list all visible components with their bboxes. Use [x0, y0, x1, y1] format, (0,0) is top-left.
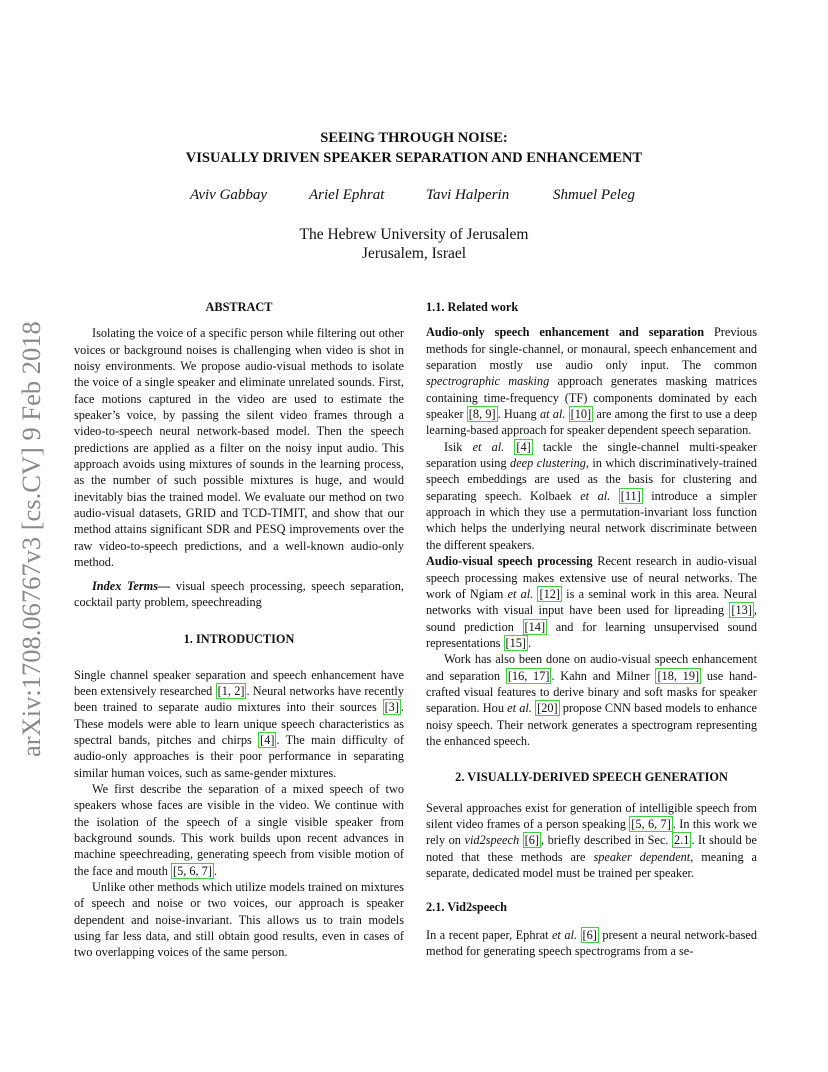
- left-column: [74, 299, 404, 961]
- citation-link[interactable]: [6]: [524, 833, 540, 848]
- intro-paragraph-1: Single channel speaker separation and speech enhancement have been extensively researched [1, 2] . Neural networks have recently been trained to separate audio mixtures into their sources [3] . These models were able to learn unique speech characteristics as spectral bands, pitches and chirps [4] . The main difficulty of audio-only approaches is their poor performance in separating similar human voices, such as same-gender mixtures.: [74, 667, 404, 780]
- citation-link[interactable]: [8, 9]: [468, 407, 496, 422]
- affiliation-line-1: The Hebrew University of Jerusalem: [299, 226, 529, 243]
- section-2-paragraph: Several approaches exist for generation of intelligible speech from silent video frames of a person speaking [5, 6, 7] . In this work we rely on vid2speech [6] , briefly described in Sec. 2.1 . It should be noted that these methods are speaker dependent, meaning a separate, dedicated model must be trained per speaker.: [426, 800, 758, 880]
- paragraph-label: Audio-only speech enhancement and separation: [426, 325, 705, 340]
- citation-link[interactable]: [15]: [505, 635, 527, 650]
- index-terms-label: Index Terms—: [92, 578, 171, 593]
- citation-link[interactable]: [16, 17]: [507, 668, 550, 683]
- paper-title-line-2: VISUALLY DRIVEN SPEAKER SEPARATION AND ENHANCEMENT: [185, 150, 643, 166]
- intro-heading: 1. INTRODUCTION: [183, 632, 295, 647]
- author-name: Shmuel Peleg: [553, 187, 636, 203]
- citation-link[interactable]: [10]: [570, 407, 592, 422]
- related-work-heading: 1.1. Related work: [426, 300, 519, 314]
- author-name: Aviv Gabbay: [190, 187, 268, 203]
- isik-paragraph: Isik et al. [4] tackle the single-channel multi-speaker separation using deep clustering, in which discriminatively-trained speech embeddings are used as the basis for clustering and separating speech. Kolbaek et al. [11] introduce a simpler approach in which they use a permutation-invariant loss function which helps the underlying neural network discriminate between the different speakers.: [426, 439, 758, 552]
- citation-link[interactable]: [20]: [537, 701, 558, 716]
- affiliation-line-2: Jerusalem, Israel: [361, 245, 467, 262]
- arxiv-stamp: [14, 289, 44, 759]
- paragraph-label: Audio-visual speech processing: [426, 554, 593, 569]
- paper-title-line-1: SEEING THROUGH NOISE:: [320, 130, 508, 146]
- intro-paragraph-3: Unlike other methods which utilize models trained on mixtures of speech and noise or two voices, our approach is speaker dependent and noise-invariant. This allows us to train models using far less data, and still obtain good results, even in cases of two overlapping voices of the same person.: [74, 880, 404, 960]
- section-link[interactable]: 2.1: [674, 833, 690, 848]
- citation-link[interactable]: [4]: [516, 439, 531, 454]
- audio-visual-paragraph-2: Work has also been done on audio-visual speech enhancement and separation [16, 17] . Kahn and Milner [18, 19] use hand-crafted visual features to derive binary and soft masks for speaker separation. Hou et al. [20] propose CNN based models to enhance noisy speech. Their network generates a spectrogram representing the enhanced speech.: [426, 652, 758, 748]
- section-2-heading: 2. VISUALLY-DERIVED SPEECH GENERATION: [455, 770, 728, 785]
- citation-link[interactable]: [14]: [524, 619, 546, 634]
- vid2speech-paragraph: In a recent paper, Ephrat et al. [6] present a neural network-based method for generating speech spectrograms from a se-: [426, 927, 757, 959]
- citation-link[interactable]: [4]: [260, 732, 275, 747]
- citation-link[interactable]: [5, 6, 7]: [631, 816, 671, 831]
- vid2speech-heading: 2.1. Vid2speech: [426, 900, 507, 915]
- citation-link[interactable]: [18, 19]: [657, 668, 700, 683]
- citation-link[interactable]: [12]: [539, 586, 560, 601]
- arxiv-stamp-text: arXiv:1708.06767v3 [cs.CV] 9 Feb 2018: [16, 321, 46, 757]
- right-column: [426, 299, 757, 959]
- author-name: Tavi Halperin: [426, 187, 510, 203]
- index-terms-text: visual speech processing, speech separation, cocktail party problem, speechreading: [74, 578, 404, 609]
- citation-link[interactable]: [5, 6, 7]: [172, 863, 212, 878]
- abstract-text: Isolating the voice of a specific person while filtering out other voices or background noises is challenging when video is shot in noisy environments. We propose audio-visual methods to isolate the voice of a single speaker and eliminate unrelated sounds. First, face motions captured in the video are used to estimate the speaker’s voice, by passing the silent video frames through a video-to-speech neural network-based model. Then the speech predictions are applied as a filter on the noisy input audio. This approach avoids using mixtures of sounds in the learning process, as the number of such possible mixtures is huge, and would inevitably bias the trained model. We evaluate our method on two audio-visual datasets, GRID and TCD-TIMIT, and show that our method attains significant SDR and PESQ improvements over the raw video-to-speech predictions, and a well-known audio-only method.: [74, 326, 404, 570]
- audio-only-paragraph: Audio-only speech enhancement and separation Previous methods for single-channel, or monaural, speech enhancement and separation mostly use audio only input. The common spectrographic masking approach generates masking matrices containing time-frequency (TF) components dominated by each speaker [8, 9] . Huang at al. [10] are among the first to use a deep learning-based approach for speaker dependent speech separation.: [426, 325, 758, 438]
- citation-link[interactable]: [3]: [384, 700, 399, 715]
- audio-visual-paragraph: Audio-visual speech processing Recent research in audio-visual speech processing makes extensive use of neural networks. The work of Ngiam et al. [12] is a seminal work in this area. Neural networks with visual input have been used for lipreading [13] , sound prediction [14] and for learning unsupervised sound representations [15] .: [426, 554, 758, 650]
- citation-link[interactable]: [13]: [731, 603, 752, 618]
- author-name: Ariel Ephrat: [309, 187, 385, 203]
- citation-link[interactable]: [11]: [620, 488, 641, 503]
- citation-link[interactable]: [1, 2]: [217, 683, 245, 698]
- index-terms: [74, 578, 404, 611]
- abstract-heading: ABSTRACT: [205, 300, 273, 314]
- intro-paragraph-2: We first describe the separation of a mixed speech of two speakers whose faces are visible in the video. We continue with the isolation of the speech of a single visible speaker from background sounds. This work builds upon recent advances in machine speechreading, generating speech from visible motion of the face and mouth [5, 6, 7] .: [74, 781, 404, 878]
- citation-link[interactable]: [6]: [582, 927, 597, 942]
